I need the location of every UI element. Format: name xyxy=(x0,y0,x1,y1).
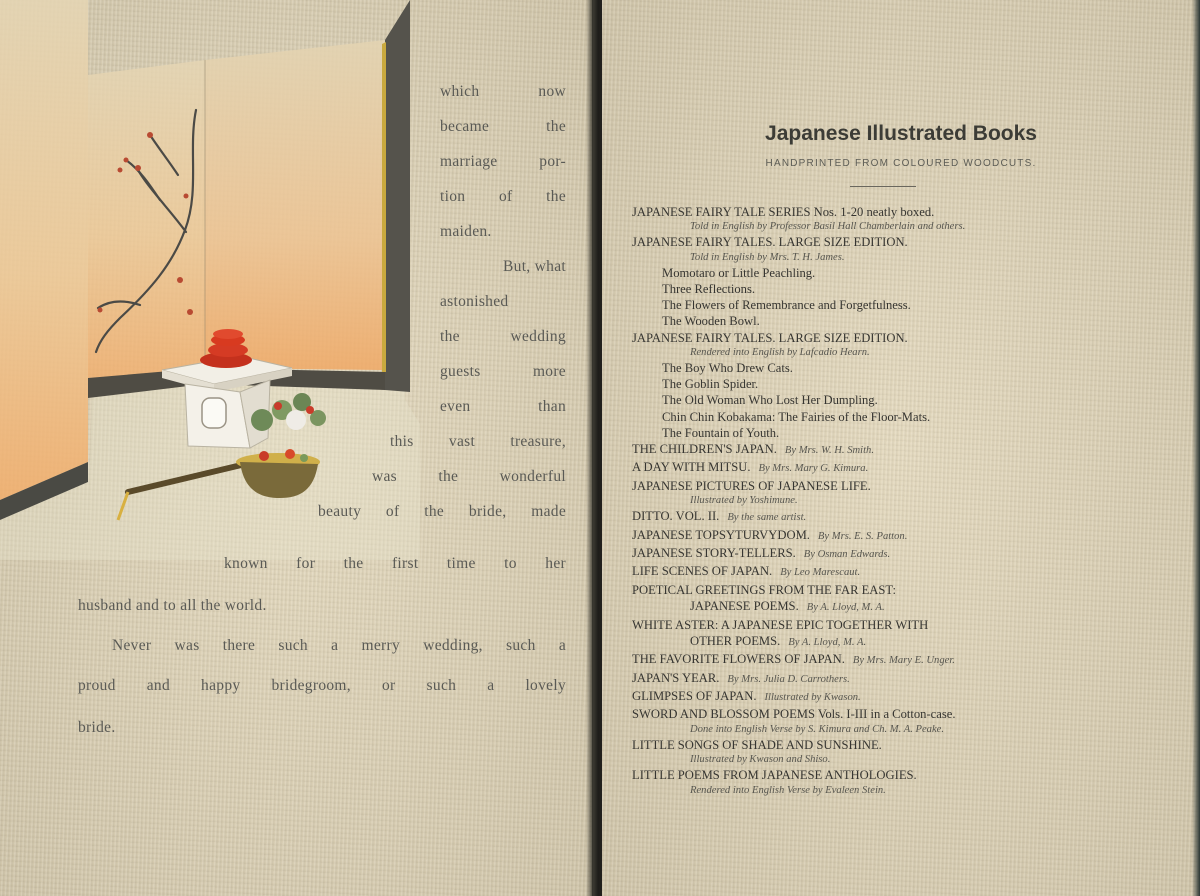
book-author: By Leo Marescaut. xyxy=(780,567,861,579)
book-subitem: The Old Woman Who Lost Her Dumpling. xyxy=(662,393,878,408)
text-line: But, what xyxy=(503,258,566,275)
book-entry xyxy=(632,706,1102,736)
book-entry xyxy=(632,582,1102,617)
book-title: POETICAL GREETINGS FROM THE FAR EAST: xyxy=(632,582,896,597)
book-entry xyxy=(632,234,1102,329)
book-title: JAPANESE PICTURES OF JAPANESE LIFE. xyxy=(632,478,871,493)
text-line: bride. xyxy=(78,719,116,736)
book-author: By Mrs. Julia D. Carrothers. xyxy=(727,673,850,685)
book-title: DITTO. VOL. II. xyxy=(632,509,720,524)
book-author: By A. Lloyd, M. A. xyxy=(806,602,885,614)
text-line: became the xyxy=(440,118,566,135)
book-title: JAPANESE FAIRY TALES. LARGE SIZE EDITION. xyxy=(632,330,908,345)
book-entry xyxy=(632,330,1102,441)
page-subheading: HANDPRINTED FROM COLOURED WOODCUTS. xyxy=(765,158,1037,169)
book-entry xyxy=(632,767,1102,797)
left-page xyxy=(0,0,592,896)
book-subitem: The Fountain of Youth. xyxy=(662,425,780,440)
book-title: SWORD AND BLOSSOM POEMS Vols. I-III in a Cotton-case. xyxy=(632,707,956,722)
book-subitem: The Goblin Spider. xyxy=(662,377,759,392)
text-line: Never was there such a merry wedding, such a xyxy=(112,637,566,654)
book-author: By Osman Edwards. xyxy=(803,549,891,561)
right-page xyxy=(602,0,1200,896)
book-entry xyxy=(632,670,1102,688)
book-author: By Mrs. Mary G. Kimura. xyxy=(758,463,869,475)
text-line: marriage por- xyxy=(440,153,566,170)
book-entry xyxy=(632,545,1102,563)
book-note: Done into English Verse by S. Kimura and Ch. M. A. Peake. xyxy=(690,723,945,735)
book-subitem: Chin Chin Kobakama: The Fairies of the Floor-Mats. xyxy=(662,409,931,424)
text-line: which now xyxy=(440,83,566,100)
text-line: even than xyxy=(440,398,566,415)
text-line: this vast treasure, xyxy=(390,433,566,450)
book-subitem: The Boy Who Drew Cats. xyxy=(662,361,793,376)
page-heading: Japanese Illustrated Books xyxy=(765,122,1037,145)
book-title: JAPANESE TOPSYTURVYDOM. xyxy=(632,527,810,542)
book-title-continued xyxy=(632,598,1102,616)
text-line: beauty of the bride, made xyxy=(318,503,566,520)
book-subitem: Momotaro or Little Peachling. xyxy=(662,265,816,280)
book-title: JAPANESE FAIRY TALE SERIES Nos. 1-20 neatly boxed. xyxy=(632,205,935,219)
book-entry xyxy=(632,527,1102,545)
book-title: A DAY WITH MITSU. xyxy=(632,460,751,475)
text-line: the wedding xyxy=(440,328,566,345)
book-subitem: Three Reflections. xyxy=(662,282,756,297)
book-note: Rendered into English Verse by Evaleen Stein. xyxy=(690,784,886,796)
book-note: Illustrated by Kwason and Shiso. xyxy=(690,754,831,766)
book-entry xyxy=(632,617,1102,652)
text-line: astonished xyxy=(440,293,509,310)
book-title: WHITE ASTER: A JAPANESE EPIC TOGETHER WITH xyxy=(632,617,929,632)
book-entry xyxy=(632,688,1102,706)
text-line: maiden. xyxy=(440,223,492,240)
book-title: THE FAVORITE FLOWERS OF JAPAN. xyxy=(632,652,845,667)
book-note: Rendered into English by Lafcadio Hearn. xyxy=(690,347,870,359)
book-author: Illustrated by Kwason. xyxy=(764,691,861,703)
text-line: guests more xyxy=(440,363,566,380)
book-note: Told in English by Mrs. T. H. James. xyxy=(690,251,845,263)
book-entry xyxy=(632,441,1102,459)
text-line: husband and to all the world. xyxy=(78,597,267,614)
text-line: proud and happy bridegroom, or such a lovely xyxy=(78,677,566,694)
woodcut-illustration xyxy=(0,0,420,560)
book-title: LITTLE POEMS FROM JAPANESE ANTHOLOGIES. xyxy=(632,768,917,783)
page-edge-shadow xyxy=(1192,0,1200,896)
book-title: LITTLE SONGS OF SHADE AND SUNSHINE. xyxy=(632,737,882,752)
book-entry xyxy=(632,204,1102,234)
book-title: JAPANESE STORY-TELLERS. xyxy=(632,546,796,561)
book-note: Illustrated by Yoshimune. xyxy=(690,495,798,507)
book-title: THE CHILDREN'S JAPAN. xyxy=(632,442,777,457)
book-title-continued xyxy=(632,633,1102,651)
book-subitem: The Flowers of Remembrance and Forgetfulness. xyxy=(662,298,911,313)
book-title: GLIMPSES OF JAPAN. xyxy=(632,688,757,703)
book-author: By the same artist. xyxy=(727,512,807,524)
book-author: By A. Lloyd, M. A. xyxy=(788,636,867,648)
book-title-part: OTHER POEMS. xyxy=(690,633,781,648)
book-title: JAPAN'S YEAR. xyxy=(632,670,720,685)
book-author: By Mrs. W. H. Smith. xyxy=(784,445,874,457)
book-list xyxy=(632,204,1102,798)
text-line: tion of the xyxy=(440,188,566,205)
book-subitem: The Wooden Bowl. xyxy=(662,314,760,329)
book-title-part: JAPANESE POEMS. xyxy=(690,599,799,614)
book-title: JAPANESE FAIRY TALES. LARGE SIZE EDITION. xyxy=(632,235,908,250)
book-entry xyxy=(632,563,1102,581)
book-entry xyxy=(632,478,1102,508)
divider-rule xyxy=(850,186,916,187)
book-author: By Mrs. E. S. Patton. xyxy=(817,530,908,542)
book-title: LIFE SCENES OF JAPAN. xyxy=(632,564,773,579)
text-line: was the wonderful xyxy=(372,468,566,485)
text-line: known for the first time to her xyxy=(224,555,566,572)
book-author: By Mrs. Mary E. Unger. xyxy=(852,655,955,667)
book-entry xyxy=(632,651,1102,669)
book-entry xyxy=(632,737,1102,767)
book-entry xyxy=(632,459,1102,477)
book-entry xyxy=(632,508,1102,526)
text-column xyxy=(440,74,566,424)
book-note: Told in English by Professor Basil Hall Chamberlain and others. xyxy=(690,221,966,233)
